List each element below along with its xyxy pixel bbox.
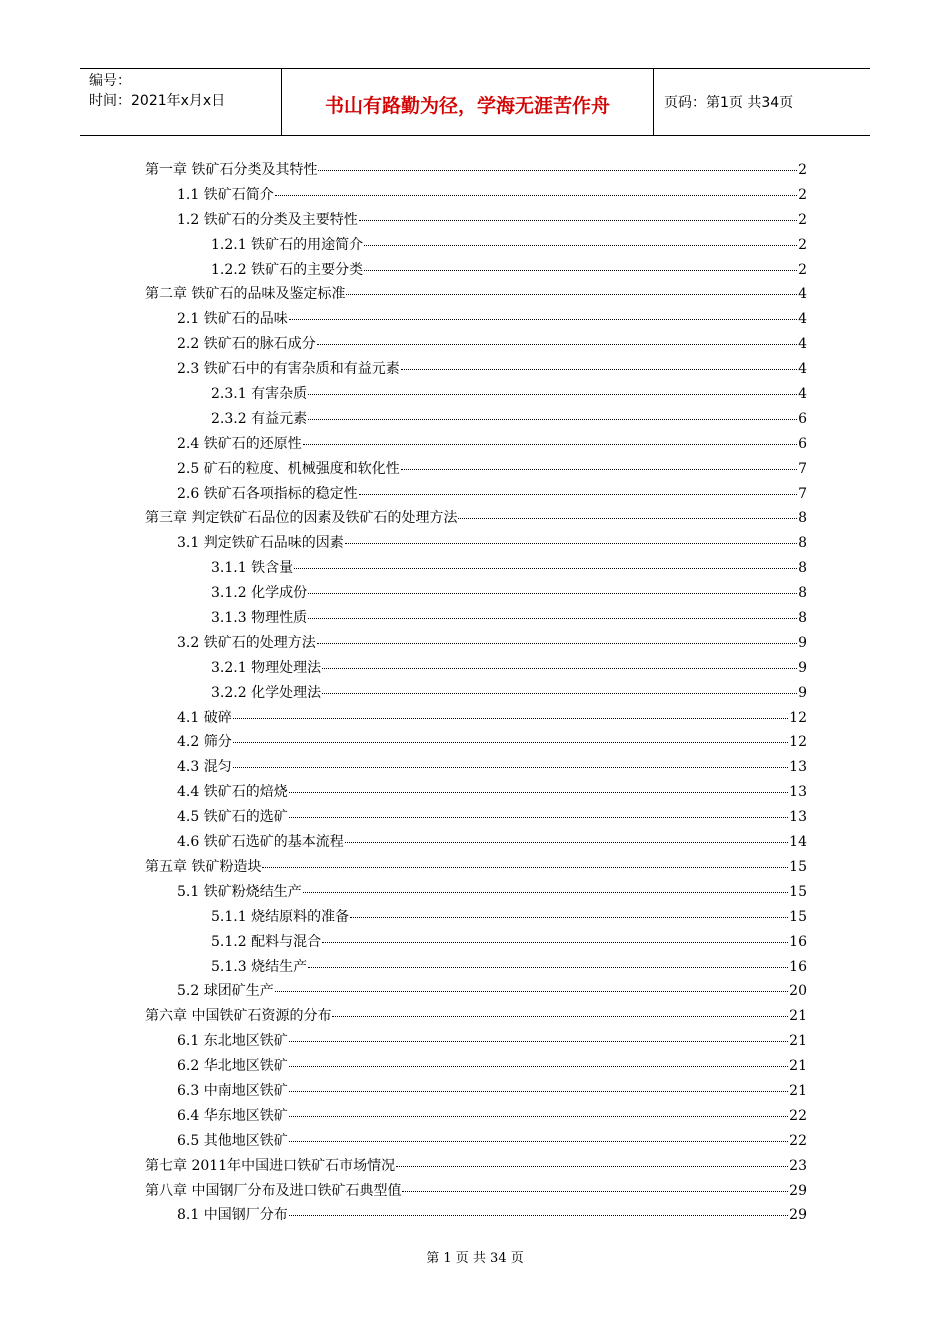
toc-entry[interactable]: [145, 357, 807, 382]
toc-dot-leader: [317, 642, 797, 644]
toc-entry-page: 20: [789, 983, 807, 1000]
toc-dot-leader: [233, 717, 788, 719]
toc-entry-title: 6.4 华东地区铁矿: [177, 1107, 288, 1124]
toc-entry-title: 4.5 铁矿石的选矿: [177, 809, 288, 826]
page-footer: 第 1 页 共 34 页: [426, 1251, 524, 1266]
toc-entry-page: 6: [798, 435, 807, 452]
toc-entry-title: 1.2.1 铁矿石的用途简介: [211, 236, 364, 253]
toc-entry[interactable]: [145, 1154, 807, 1179]
toc-entry-title: 第一章 铁矿石分类及其特性: [145, 162, 318, 178]
toc-entry-page: 8: [798, 510, 807, 527]
toc-entry-title: 8.1 中国钢厂分布: [177, 1207, 288, 1224]
toc-entry-page: 29: [789, 1207, 807, 1224]
toc-entry-title: 6.1 东北地区铁矿: [177, 1033, 288, 1050]
toc-entry-title: 2.3 铁矿石中的有害杂质和有益元素: [177, 361, 400, 378]
toc-entry-page: 8: [798, 610, 807, 627]
toc-entry-page: 4: [798, 286, 807, 303]
toc-entry[interactable]: [145, 307, 807, 332]
toc-entry[interactable]: [145, 930, 807, 955]
toc-entry[interactable]: [145, 332, 807, 357]
toc-dot-leader: [289, 791, 788, 793]
header-page-info: 页码：第1页 共34页: [664, 95, 794, 111]
toc-entry-page: 2: [798, 162, 807, 178]
toc-dot-leader: [308, 592, 797, 594]
toc-dot-leader: [318, 169, 797, 171]
toc-entry-title: 4.3 混匀: [177, 759, 232, 776]
toc-entry-title: 1.2.2 铁矿石的主要分类: [211, 261, 364, 278]
toc-dot-leader: [289, 318, 797, 320]
toc-entry[interactable]: [145, 382, 807, 407]
toc-dot-leader: [346, 293, 797, 295]
toc-entry[interactable]: [145, 183, 807, 208]
toc-entry-title: 第五章 铁矿粉造块: [145, 858, 262, 875]
toc-dot-leader: [364, 269, 797, 271]
table-of-contents: [145, 158, 807, 1228]
toc-entry[interactable]: [145, 979, 807, 1004]
toc-entry-page: 2: [798, 261, 807, 278]
header-meta: [80, 69, 282, 135]
toc-entry-title: 2.6 铁矿石各项指标的稳定性: [177, 485, 358, 502]
toc-dot-leader: [275, 194, 797, 196]
toc-entry-title: 5.1.1 烧结原料的准备: [211, 908, 350, 925]
toc-entry[interactable]: [145, 681, 807, 706]
toc-entry-page: 15: [789, 858, 807, 875]
toc-entry[interactable]: [145, 955, 807, 980]
toc-entry-page: 8: [798, 560, 807, 577]
serial-label: 编号：: [89, 73, 131, 89]
toc-entry-page: 4: [798, 311, 807, 328]
toc-entry-title: 3.1.3 物理性质: [211, 610, 308, 627]
toc-dot-leader: [289, 1065, 788, 1067]
toc-entry[interactable]: [145, 506, 807, 531]
toc-entry[interactable]: [145, 780, 807, 805]
toc-entry[interactable]: [145, 631, 807, 656]
toc-entry-title: 2.3.1 有害杂质: [211, 386, 308, 403]
toc-entry-title: 第七章 2011年中国进口铁矿石市场情况: [145, 1157, 396, 1174]
page-header: [80, 68, 870, 136]
toc-entry-page: 13: [789, 809, 807, 826]
toc-entry[interactable]: [145, 208, 807, 233]
toc-entry-title: 6.3 中南地区铁矿: [177, 1082, 288, 1099]
toc-entry-page: 2: [798, 186, 807, 203]
toc-entry[interactable]: [145, 880, 807, 905]
toc-entry-title: 5.1 铁矿粉烧结生产: [177, 883, 302, 900]
toc-entry-title: 第三章 判定铁矿石品位的因素及铁矿石的处理方法: [145, 510, 458, 527]
toc-dot-leader: [308, 966, 788, 968]
toc-entry-title: 2.2 铁矿石的脉石成分: [177, 336, 316, 353]
toc-dot-leader: [345, 542, 797, 544]
toc-entry-title: 3.2.1 物理处理法: [211, 659, 322, 676]
toc-entry-title: 2.5 矿石的粒度、机械强度和软化性: [177, 460, 400, 477]
toc-entry-page: 8: [798, 535, 807, 552]
toc-entry-title: 3.1.2 化学成份: [211, 585, 308, 602]
toc-entry[interactable]: [145, 482, 807, 507]
toc-entry[interactable]: [145, 656, 807, 681]
toc-entry-page: 6: [798, 410, 807, 427]
toc-entry[interactable]: [145, 407, 807, 432]
toc-dot-leader: [322, 667, 797, 669]
toc-entry-title: 第二章 铁矿石的品味及鉴定标准: [145, 286, 346, 303]
toc-dot-leader: [275, 990, 788, 992]
toc-dot-leader: [359, 493, 797, 495]
toc-dot-leader: [345, 841, 788, 843]
toc-entry-page: 15: [789, 883, 807, 900]
toc-entry[interactable]: [145, 805, 807, 830]
toc-entry-page: 13: [789, 759, 807, 776]
toc-entry[interactable]: [145, 1129, 807, 1154]
toc-entry-title: 5.2 球团矿生产: [177, 983, 274, 1000]
toc-entry-page: 21: [789, 1008, 807, 1025]
toc-dot-leader: [289, 1115, 788, 1117]
toc-dot-leader: [233, 766, 788, 768]
toc-entry[interactable]: [145, 457, 807, 482]
toc-entry[interactable]: [145, 905, 807, 930]
toc-entry-title: 5.1.2 配料与混合: [211, 933, 322, 950]
toc-entry-page: 23: [789, 1157, 807, 1174]
toc-entry-title: 4.2 筛分: [177, 734, 232, 751]
toc-dot-leader: [402, 1190, 788, 1192]
toc-entry-title: 1.1 铁矿石简介: [177, 186, 274, 203]
toc-entry[interactable]: [145, 1079, 807, 1104]
toc-entry-title: 3.1.1 铁含量: [211, 560, 294, 577]
toc-dot-leader: [308, 418, 797, 420]
header-motto: 书山有路勤为径，学海无涯苦作舟: [282, 69, 654, 135]
toc-entry-page: 9: [798, 684, 807, 701]
toc-entry[interactable]: [145, 556, 807, 581]
toc-dot-leader: [350, 916, 788, 918]
toc-entry-title: 2.4 铁矿石的还原性: [177, 435, 302, 452]
toc-entry[interactable]: [145, 855, 807, 880]
toc-entry-page: 22: [789, 1107, 807, 1124]
toc-dot-leader: [396, 1165, 788, 1167]
toc-entry[interactable]: [145, 258, 807, 283]
toc-entry-page: 4: [798, 361, 807, 378]
toc-entry-title: 4.6 铁矿石选矿的基本流程: [177, 834, 344, 851]
toc-entry-title: 4.4 铁矿石的焙烧: [177, 784, 288, 801]
toc-entry-page: 21: [789, 1082, 807, 1099]
toc-entry[interactable]: [145, 1029, 807, 1054]
toc-entry-title: 3.1 判定铁矿石品味的因素: [177, 535, 344, 552]
toc-entry[interactable]: [145, 730, 807, 755]
toc-dot-leader: [317, 343, 797, 345]
toc-entry-page: 21: [789, 1058, 807, 1075]
toc-entry-title: 第八章 中国钢厂分布及进口铁矿石典型值: [145, 1182, 402, 1199]
toc-entry[interactable]: [145, 706, 807, 731]
toc-dot-leader: [289, 1140, 788, 1142]
toc-dot-leader: [322, 692, 797, 694]
time-label: 时间：2021年x月x日: [89, 93, 226, 109]
toc-entry-page: 7: [798, 485, 807, 502]
toc-entry[interactable]: [145, 606, 807, 631]
toc-entry-page: 29: [789, 1182, 807, 1199]
toc-dot-leader: [458, 517, 797, 519]
toc-dot-leader: [308, 617, 797, 619]
toc-dot-leader: [332, 1015, 788, 1017]
toc-dot-leader: [303, 891, 788, 893]
toc-entry-page: 7: [798, 460, 807, 477]
toc-entry[interactable]: [145, 1004, 807, 1029]
toc-dot-leader: [289, 1214, 788, 1216]
toc-entry-page: 9: [798, 659, 807, 676]
toc-entry[interactable]: [145, 282, 807, 307]
toc-entry-page: 4: [798, 386, 807, 403]
toc-dot-leader: [233, 741, 788, 743]
toc-dot-leader: [359, 219, 797, 221]
toc-entry-page: 21: [789, 1033, 807, 1050]
toc-dot-leader: [289, 1040, 788, 1042]
toc-entry-page: 12: [789, 709, 807, 726]
toc-entry-page: 16: [789, 958, 807, 975]
toc-entry-page: 4: [798, 336, 807, 353]
toc-dot-leader: [322, 941, 788, 943]
toc-entry[interactable]: [145, 1054, 807, 1079]
toc-dot-leader: [364, 244, 797, 246]
toc-entry[interactable]: [145, 1179, 807, 1204]
toc-dot-leader: [308, 393, 797, 395]
toc-entry-page: 16: [789, 933, 807, 950]
toc-entry-page: 12: [789, 734, 807, 751]
toc-entry-page: 8: [798, 585, 807, 602]
toc-entry[interactable]: [145, 830, 807, 855]
toc-entry[interactable]: [145, 1203, 807, 1228]
toc-entry-title: 2.1 铁矿石的品味: [177, 311, 288, 328]
toc-entry[interactable]: [145, 1104, 807, 1129]
toc-entry-page: 14: [789, 834, 807, 851]
toc-entry[interactable]: [145, 233, 807, 258]
toc-entry-title: 5.1.3 烧结生产: [211, 958, 308, 975]
toc-entry[interactable]: [145, 158, 807, 183]
toc-entry-title: 第六章 中国铁矿石资源的分布: [145, 1008, 332, 1025]
toc-entry-page: 13: [789, 784, 807, 801]
toc-entry-title: 3.2.2 化学处理法: [211, 684, 322, 701]
toc-entry-title: 4.1 破碎: [177, 709, 232, 726]
toc-dot-leader: [289, 816, 788, 818]
toc-entry-page: 22: [789, 1132, 807, 1149]
toc-entry-title: 6.5 其他地区铁矿: [177, 1132, 288, 1149]
toc-dot-leader: [294, 567, 797, 569]
toc-entry-page: 15: [789, 908, 807, 925]
toc-dot-leader: [401, 468, 797, 470]
toc-entry-page: 2: [798, 236, 807, 253]
toc-dot-leader: [401, 368, 797, 370]
toc-entry-title: 6.2 华北地区铁矿: [177, 1058, 288, 1075]
toc-dot-leader: [289, 1090, 788, 1092]
toc-entry-page: 9: [798, 634, 807, 651]
toc-entry-title: 1.2 铁矿石的分类及主要特性: [177, 211, 358, 228]
toc-entry[interactable]: [145, 432, 807, 457]
toc-dot-leader: [303, 443, 797, 445]
toc-entry-page: 2: [798, 211, 807, 228]
toc-entry[interactable]: [145, 531, 807, 556]
toc-entry-title: 2.3.2 有益元素: [211, 410, 308, 427]
toc-entry[interactable]: [145, 755, 807, 780]
toc-entry[interactable]: [145, 581, 807, 606]
toc-entry-title: 3.2 铁矿石的处理方法: [177, 634, 316, 651]
toc-dot-leader: [262, 866, 788, 868]
